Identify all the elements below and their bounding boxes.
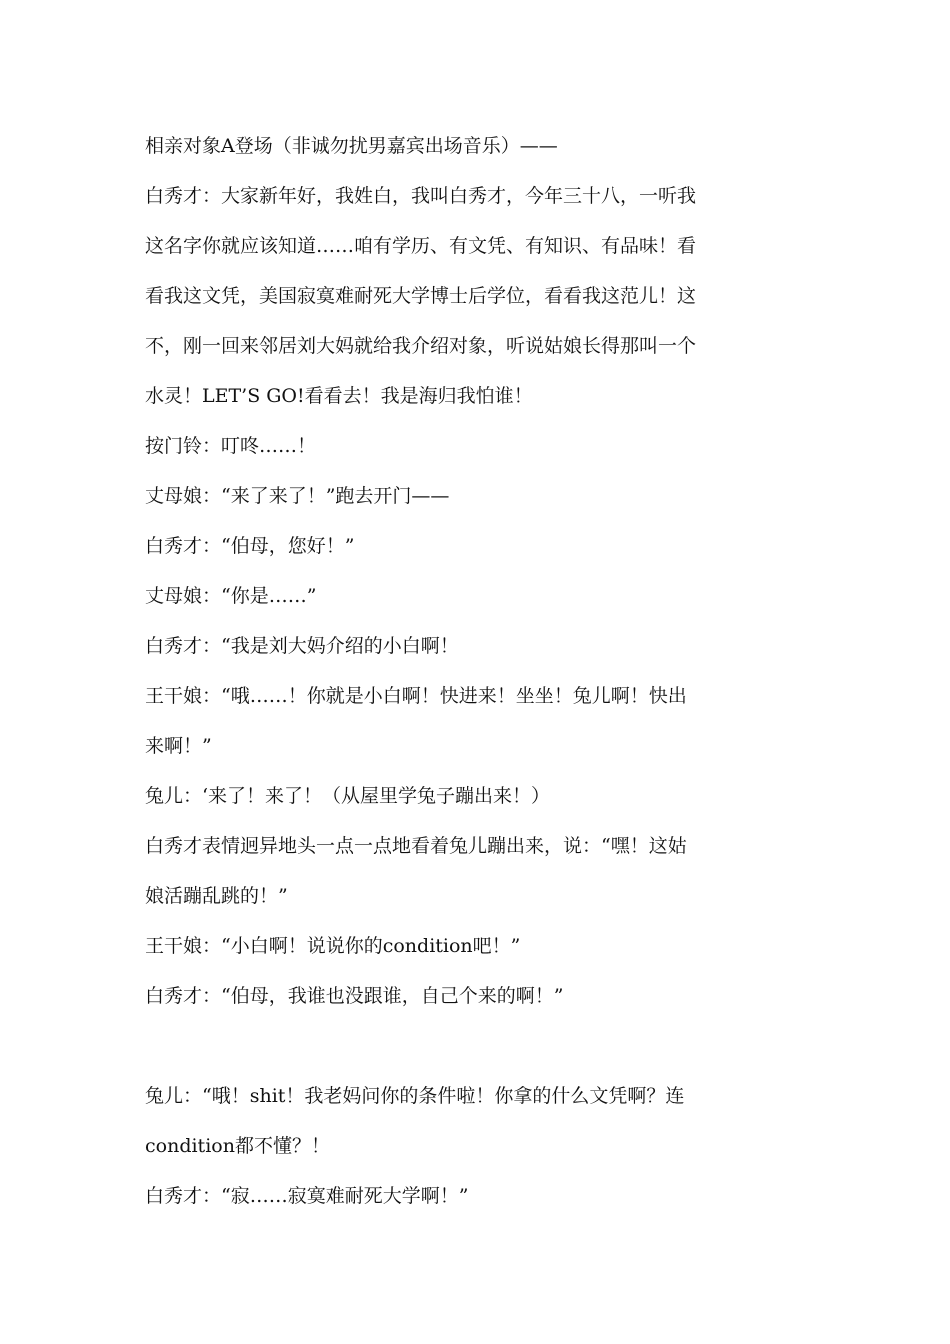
text-line: 丈母娘：“来了来了！”跑去开门—— [145,485,450,507]
text-line: 按门铃：叮咚……！ [145,435,317,457]
text-line: 白秀才：“伯母，我谁也没跟谁，自己个来的啊！” [145,985,564,1007]
text-line: 白秀才：“我是刘大妈介绍的小白啊！ [145,635,459,657]
text-line: 白秀才表情迥异地头一点一点地看着兔儿蹦出来，说：“嘿！这姑 [145,835,687,857]
paragraph-gap [145,1021,795,1071]
text-line: 白秀才：“寂……寂寞难耐死大学啊！” [145,1185,469,1207]
text-line: 这名字你就应该知道……咱有学历、有文凭、有知识、有品味！看 [145,235,697,257]
text-line: 兔儿：“哦！shit！我老妈问你的条件啦！你拿的什么文凭啊？连 [145,1085,685,1107]
text-line: 来啊！” [145,735,212,757]
text-line: 水灵！LET’S GO!看看去！我是海归我怕谁！ [145,385,533,407]
text-line: 白秀才：大家新年好，我姓白，我叫白秀才，今年三十八，一听我 [145,185,697,207]
text-line: 白秀才：“伯母，您好！” [145,535,355,557]
text-line: 看我这文凭，美国寂寞难耐死大学博士后学位，看看我这范儿！这 [145,285,697,307]
text-line: 相亲对象A登场（非诚勿扰男嘉宾出场音乐）—— [145,135,558,157]
text-line: 王干娘：“哦……！你就是小白啊！快进来！坐坐！兔儿啊！快出 [145,685,687,707]
text-line: 不，刚一回来邻居刘大妈就给我介绍对象，听说姑娘长得那叫一个 [145,335,697,357]
text-line: 娘活蹦乱跳的！” [145,885,288,907]
document-page [145,121,795,1221]
text-line: 丈母娘：“你是……” [145,585,317,607]
text-line: 王干娘：“小白啊！说说你的condition吧！” [145,935,521,957]
text-line: 兔儿：‘来了！来了！（从屋里学兔子蹦出来！） [145,785,551,807]
text-line: condition都不懂？！ [145,1135,330,1157]
